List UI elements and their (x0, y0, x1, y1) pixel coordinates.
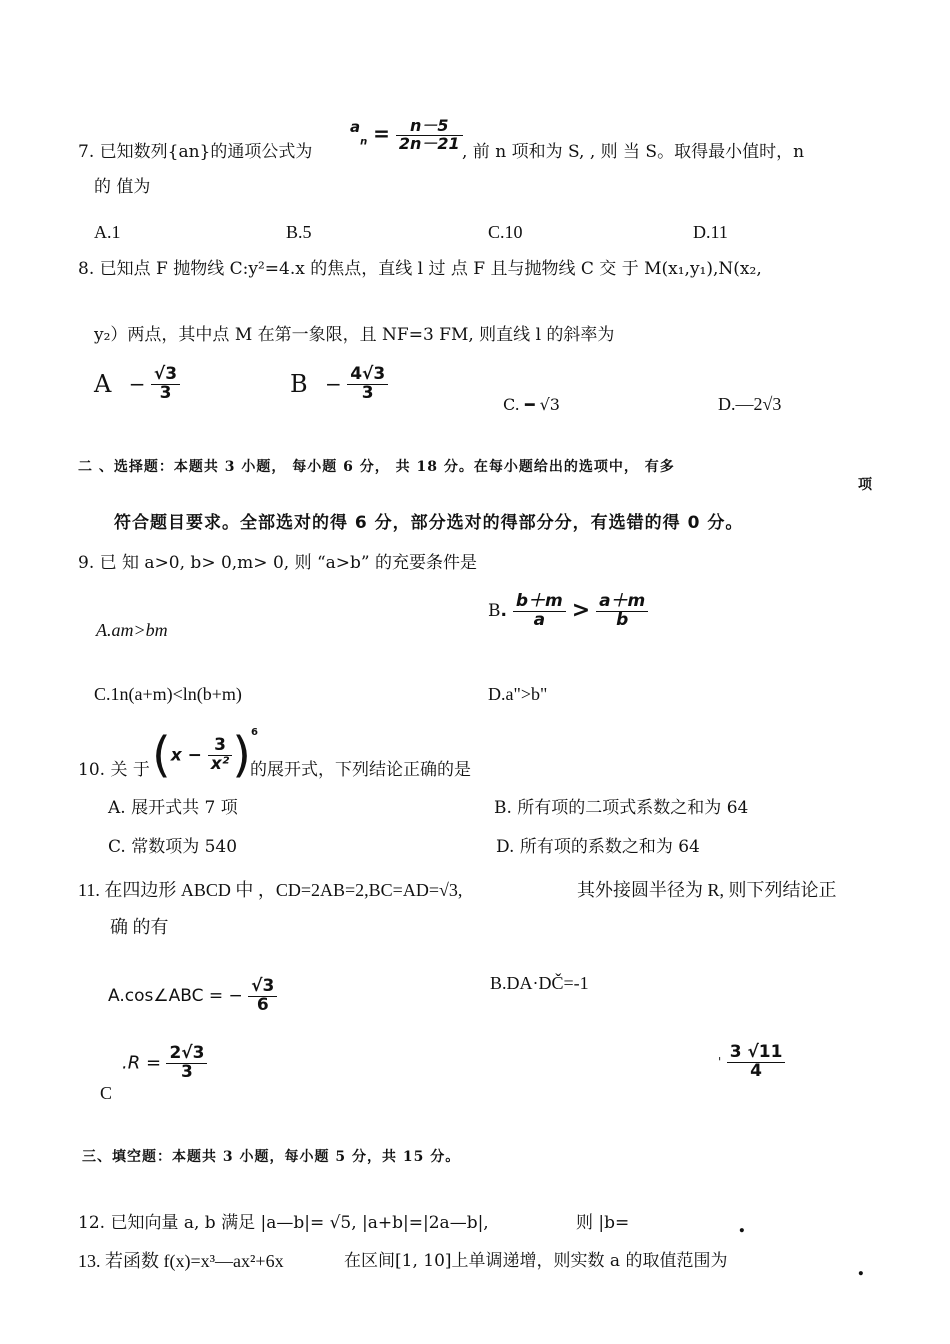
q11-option-a-den: 6 (256, 994, 269, 1015)
q9-option-b-num-1: b＋m (513, 593, 566, 612)
q11-option-d-fraction (727, 1044, 786, 1081)
q9-option-b-fraction-1 (513, 593, 566, 630)
q9-option-b-fraction-2 (596, 593, 648, 630)
q10-right-paren: ) (232, 727, 251, 783)
q13-end-dot: . (857, 1255, 865, 1281)
q7-option-d: D.11 (693, 222, 728, 242)
q8-option-a-den: 3 (159, 382, 172, 403)
q11-option-d-mark: ' (718, 1055, 722, 1070)
q7-formula (350, 118, 463, 153)
q8-option-b-fraction (347, 366, 388, 403)
q9-option-b-label: B (488, 601, 501, 622)
q11-option-c-den: 3 (181, 1061, 193, 1082)
q8-option-b-num: 4√3 (347, 366, 388, 385)
q7-option-c: C.10 (488, 222, 523, 242)
q12-end-dot: . (738, 1212, 746, 1238)
q12-stem: 12. 已知向量 a, b 满足 |a—b|= √5, |a+b|=|2a—b|, (78, 1213, 489, 1233)
q11-option-c-num: 2√3 (166, 1045, 207, 1064)
q7-formula-den: 2n－21 (398, 133, 460, 153)
q8-option-d: D.—2√3 (718, 394, 782, 414)
section-2-heading-end: 项 (858, 477, 873, 493)
q10-stem-a: 10. 关 于 (78, 760, 150, 780)
q11-option-d-den: 4 (750, 1060, 763, 1081)
q8-option-a (94, 366, 180, 403)
q10-option-d: D. 所有项的系数之和为 64 (496, 837, 700, 857)
q10-option-b: B. 所有项的二项式系数之和为 64 (494, 798, 749, 818)
q9-option-b: B. $\frac{b+m}{a}$ > $\frac{a+m}{b}$ (488, 593, 648, 630)
q10-stem-b: 的展开式，下列结论正确的是 (250, 760, 471, 780)
q7-stem-a: 7. 已知数列{an}的通项公式为 (78, 142, 313, 162)
q10-left-paren: ( (152, 727, 171, 783)
q9-option-a: A.am>bm (96, 620, 168, 640)
q11-option-a-num: √3 (248, 978, 277, 997)
q12-tail: 则 |b= (576, 1213, 630, 1233)
q7-formula-num: n－5 (396, 118, 463, 136)
q10-expr-minus: − (187, 745, 202, 766)
q11-stem-c: 确 的有 (110, 917, 169, 937)
q11-stem-a: 11. 在四边形 ABCD 中 ，CD=2AB=2,BC=AD=√3, (78, 880, 463, 900)
q9-option-b-relation: > (571, 598, 591, 624)
q10-expr-fraction (208, 737, 232, 774)
q11-option-c-label: C (100, 1083, 113, 1103)
q8-option-a-fraction (151, 366, 180, 403)
q10-option-a: A. 展开式共 7 项 (108, 798, 238, 818)
q11-option-b: B.DA·DČ=-1 (490, 973, 589, 993)
q11-option-a (108, 978, 277, 1015)
section-2-instructions: 符合题目要求。全部选对的得 6 分，部分选对的得部分分，有选错的得 0 分。 (114, 513, 744, 533)
q13-stem-a: 13. 若函数 f(x)=x³—ax²+6x (78, 1251, 284, 1271)
section-3-heading: 三、填空题：本题共 3 小题，每小题 5 分，共 15 分。 (82, 1149, 461, 1165)
q8-option-a-label: A (94, 369, 112, 398)
q11-option-c-text: .R = (122, 1052, 162, 1074)
q7-stem-b: , 前 n 项和为 S, , 则 当 S。取得最小值时，n (462, 142, 805, 162)
q10-expr-exp: 6 (250, 727, 258, 738)
q7-formula-fraction (396, 118, 463, 153)
q9-option-c: C.1n(a+m)<ln(b+m) (94, 684, 242, 704)
q8-option-b (290, 366, 388, 403)
section-2-heading: 二 、选择题：本题共 3 小题， 每小题 6 分， 共 18 分。在每小题给出的选项中， 有多 (78, 459, 675, 475)
q10-expr-den: x² (210, 754, 230, 775)
q11-option-c (122, 1045, 207, 1082)
q11-option-d (718, 1044, 785, 1081)
q9-option-b-den-1: a (533, 609, 546, 630)
q13-stem-b: 在区间[1, 10]上单调递增，则实数 a 的取值范围为 (344, 1251, 728, 1271)
q11-option-c-fraction (166, 1045, 207, 1082)
q10-expr-num: 3 (208, 737, 232, 756)
q9-option-d: D.a">b" (488, 684, 548, 704)
q7-formula-sub: n (360, 136, 368, 148)
q7-stem-c: 的 值为 (94, 177, 151, 197)
q8-stem-a: 8. 已知点 F 抛物线 C:y²=4.x 的焦点，直线 l 过 点 F 且与抛物线 C 交 于 M(x₁,y₁),N(x₂, (78, 259, 762, 279)
q10-option-c: C. 常数项为 540 (108, 837, 238, 857)
q7-option-a: A.1 (94, 222, 121, 242)
q7-formula-eq: = (373, 121, 390, 146)
q9-option-b-num-2: a＋m (596, 593, 648, 612)
q8-option-a-num: √3 (151, 366, 180, 385)
q10-expr-x: x (170, 745, 182, 766)
q8-option-b-sign: − (325, 372, 342, 397)
q11-stem-b: 其外接圆半径为 R, 则下列结论正 (577, 880, 837, 900)
q7-option-b: B.5 (286, 222, 312, 242)
q11-option-a-text: A.cos∠ABC = − (108, 986, 243, 1007)
q7-formula-lhs: a (350, 118, 361, 136)
q10-expression (152, 727, 258, 785)
q8-option-b-label: B (290, 369, 308, 398)
q8-option-c: C. ━ √3 (503, 395, 560, 414)
q8-option-b-den: 3 (361, 382, 374, 403)
q11-option-d-num: 3 √11 (727, 1044, 786, 1063)
q9-stem: 9. 已 知 a>0, b> 0,m> 0, 则 “a>b” 的充要条件是 (78, 553, 478, 573)
q8-option-a-sign: − (128, 372, 146, 397)
q9-option-b-den-2: b (616, 609, 629, 630)
q8-stem-b: y₂）两点，其中点 M 在第一象限，且 NF=3 FM, 则直线 l 的斜率为 (94, 325, 615, 345)
q11-option-a-fraction (248, 978, 277, 1015)
